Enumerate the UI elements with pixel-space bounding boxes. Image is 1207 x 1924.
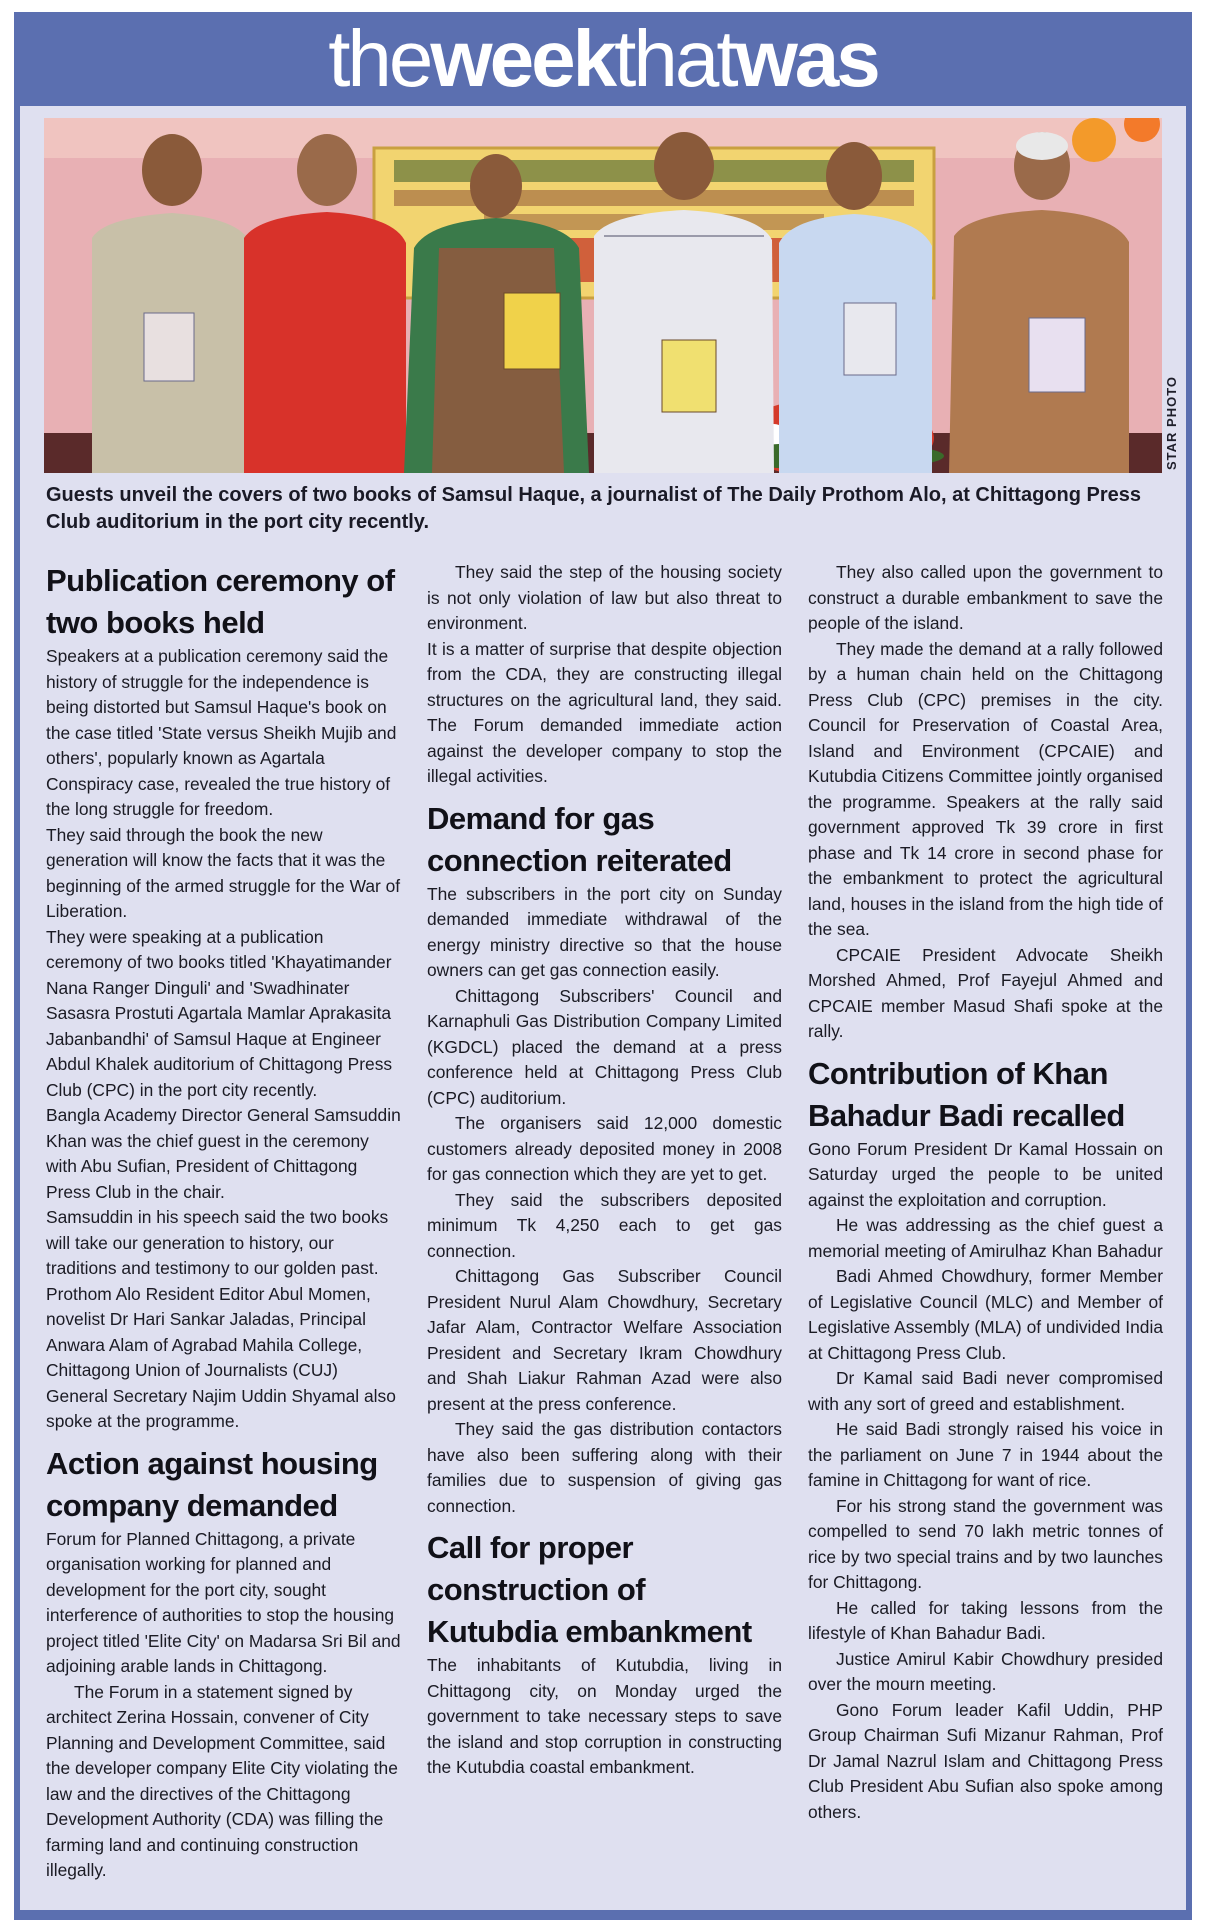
article-paragraph: Chittagong Subscribers' Council and Karnaphuli Gas Distribution Company Limited (KGDCL) placed the demand at a press conference held at Chittagong Press Club (CPC) auditorium. xyxy=(427,985,782,1108)
article-paragraph: Forum for Planned Chittagong, a private organisation working for planned and development for the port city, sought interference of authorities to stop the housing project titled 'Elite City' on Madarsa Sri Bil and adjoining arable lands in Chittagong. xyxy=(46,1528,401,1676)
column-1 xyxy=(46,560,401,1884)
article-paragraph: They also called upon the government to construct a durable embankment to save the people of the island. xyxy=(808,562,1163,633)
article-paragraph: The Forum in a statement signed by architect Zerina Hossain, convener of City Planning and Development Committee, said the developer company Elite City violating the law and the directives of the Chittagong Development Authority (CDA) was filling the farming land and continuing construction illegally. xyxy=(46,1681,398,1880)
article-paragraph: Badi Ahmed Chowdhury, former Member of Legislative Council (MLC) and Member of Legislative Assembly (MLA) of undivided India at Chittagong Press Club. xyxy=(808,1266,1163,1363)
article-paragraph: The organisers said 12,000 domestic customers already deposited money in 2008 for gas connection which they are yet to get. xyxy=(427,1113,782,1184)
article-paragraph: They said the subscribers deposited minimum Tk 4,250 each to get gas connection. xyxy=(427,1189,782,1261)
headline-kutubdia: Call for proper construction of Kutubdia embankment xyxy=(427,1530,752,1649)
masthead-title xyxy=(328,14,878,103)
article-paragraph: It is a matter of surprise that despite objection from the CDA, they are constructing illegal structures on the agricultural land, they said. The Forum demanded immediate action against the developer company to stop the illegal activities. xyxy=(427,638,782,786)
event-photo xyxy=(44,118,1162,473)
article-paragraph: They were speaking at a publication ceremony of two books titled 'Khayatimander Nana Ranger Dinguli' and 'Swadhinater Sasasra Prostuti Agartala Mamlar Aprakasita Jabanbandhi' of Samsul Haque at Engineer Abdul Khalek auditorium of Chittagong Press Club (CPC) in the port city recently. xyxy=(46,926,393,1100)
headline-housing: Action against housing company demanded xyxy=(46,1445,378,1523)
article-paragraph: CPCAIE President Advocate Sheikh Morshed Ahmed, Prof Fayejul Ahmed and CPCAIE member Masud Shafi spoke at the rally. xyxy=(808,944,1163,1041)
article-paragraph: He said Badi strongly raised his voice in the parliament on June 7 in 1944 about the famine in Chittagong for want of rice. xyxy=(808,1419,1163,1490)
article-paragraph: Justice Amirul Kabir Chowdhury presided over the mourn meeting. xyxy=(808,1648,1163,1694)
bottom-bar xyxy=(14,1910,1192,1920)
article-paragraph: Gono Forum leader Kafil Uddin, PHP Group Chairman Sufi Mizanur Rahman, Prof Dr Jamal Nazrul Islam and Chittagong Press Club President Abu Sufian also spoke among others. xyxy=(808,1699,1163,1822)
article-paragraph: The inhabitants of Kutubdia, living in Chittagong city, on Monday urged the government to take necessary steps to save the island and stop corruption in constructing the Kutubdia coastal embankment. xyxy=(427,1655,782,1777)
article-paragraph: Speakers at a publication ceremony said the history of struggle for the independence is being distorted but Samsul Haque's book on the case titled 'State versus Sheikh Mujib and others', popularly known as Agartala Conspiracy case, revealed the true history of the long struggle for freedom. xyxy=(46,646,397,819)
masthead xyxy=(14,12,1192,106)
article-paragraph: They said the gas distribution contactors have also been suffering along with their families due to suspension of giving gas connection. xyxy=(427,1419,782,1516)
article-paragraph: Bangla Academy Director General Samsuddin Khan was the chief guest in the ceremony with Abu Sufian, President of Chittagong Press Club in the chair. xyxy=(46,1105,401,1202)
headline-gas: Demand for gas connection reiterated xyxy=(427,800,732,878)
column-2 xyxy=(427,560,782,1781)
article-paragraph: Samsuddin in his speech said the two books will take our generation to history, our traditions and testimony to our golden past. xyxy=(46,1207,389,1278)
masthead-was: was xyxy=(735,14,878,103)
masthead-the: the xyxy=(328,14,431,103)
article-paragraph: They said through the book the new generation will know the facts that it was the beginning of the armed struggle for the War of Liberation. xyxy=(46,824,401,921)
headline-publication: Publication ceremony of two books held xyxy=(46,563,395,640)
article-paragraph: Dr Kamal said Badi never compromised with any sort of greed and establishment. xyxy=(808,1368,1163,1414)
masthead-week: week xyxy=(430,14,615,103)
article-paragraph: Prothom Alo Resident Editor Abul Momen, novelist Dr Hari Sankar Jaladas, Principal Anwara Alam of Agrabad Mahila College, Chittagong Union of Journalists (CUJ) General Secretary Najim Uddin Shyamal also spoke at the programme. xyxy=(46,1283,396,1431)
article-paragraph: They said the step of the housing society is not only violation of law but also threat to environment. xyxy=(427,562,782,633)
headline-badi: Contribution of Khan Bahadur Badi recalled xyxy=(808,1055,1125,1133)
article-paragraph: They made the demand at a rally followed by a human chain held on the Chittagong Press Club (CPC) premises in the city. Council for Preservation of Coastal Area, Island and Environment (CPCAIE) and Kutubdia Citizens Committee jointly organised the programme. Speakers at the rally said government approved Tk 39 crore in first phase and Tk 14 crore in second phase for the embankment to protect the agricultural land, houses in the island from the high tide of the sea. xyxy=(808,638,1163,939)
photo-credit: STAR PHOTO xyxy=(1164,375,1179,470)
article-paragraph: Gono Forum President Dr Kamal Hossain on Saturday urged the people to be united against the exploitation and corruption. xyxy=(808,1138,1163,1210)
article-paragraph: The subscribers in the port city on Sunday demanded immediate withdrawal of the energy ministry directive so that the house owners can get gas connection easily. xyxy=(427,883,782,980)
photo-caption: Guests unveil the covers of two books of Samsul Haque, a journalist of The Daily Prothom Alo, at Chittagong Press Club auditorium in the port city recently. xyxy=(46,484,1141,533)
column-3 xyxy=(808,560,1163,1825)
article-paragraph: He was addressing as the chief guest a memorial meeting of Amirulhaz Khan Bahadur xyxy=(808,1215,1163,1261)
article-paragraph: He called for taking lessons from the lifestyle of Khan Bahadur Badi. xyxy=(808,1597,1163,1643)
article-paragraph: For his strong stand the government was compelled to send 70 lakh metric tonnes of rice by two special trains and by two launches for Chittagong. xyxy=(808,1495,1163,1592)
masthead-that: that xyxy=(614,14,736,103)
article-paragraph: Chittagong Gas Subscriber Council President Nurul Alam Chowdhury, Secretary Jafar Alam, Contractor Welfare Association President and Secretary Ikram Chowdhury and Shah Liakur Rahman Azad were also present at the press conference. xyxy=(427,1266,782,1414)
